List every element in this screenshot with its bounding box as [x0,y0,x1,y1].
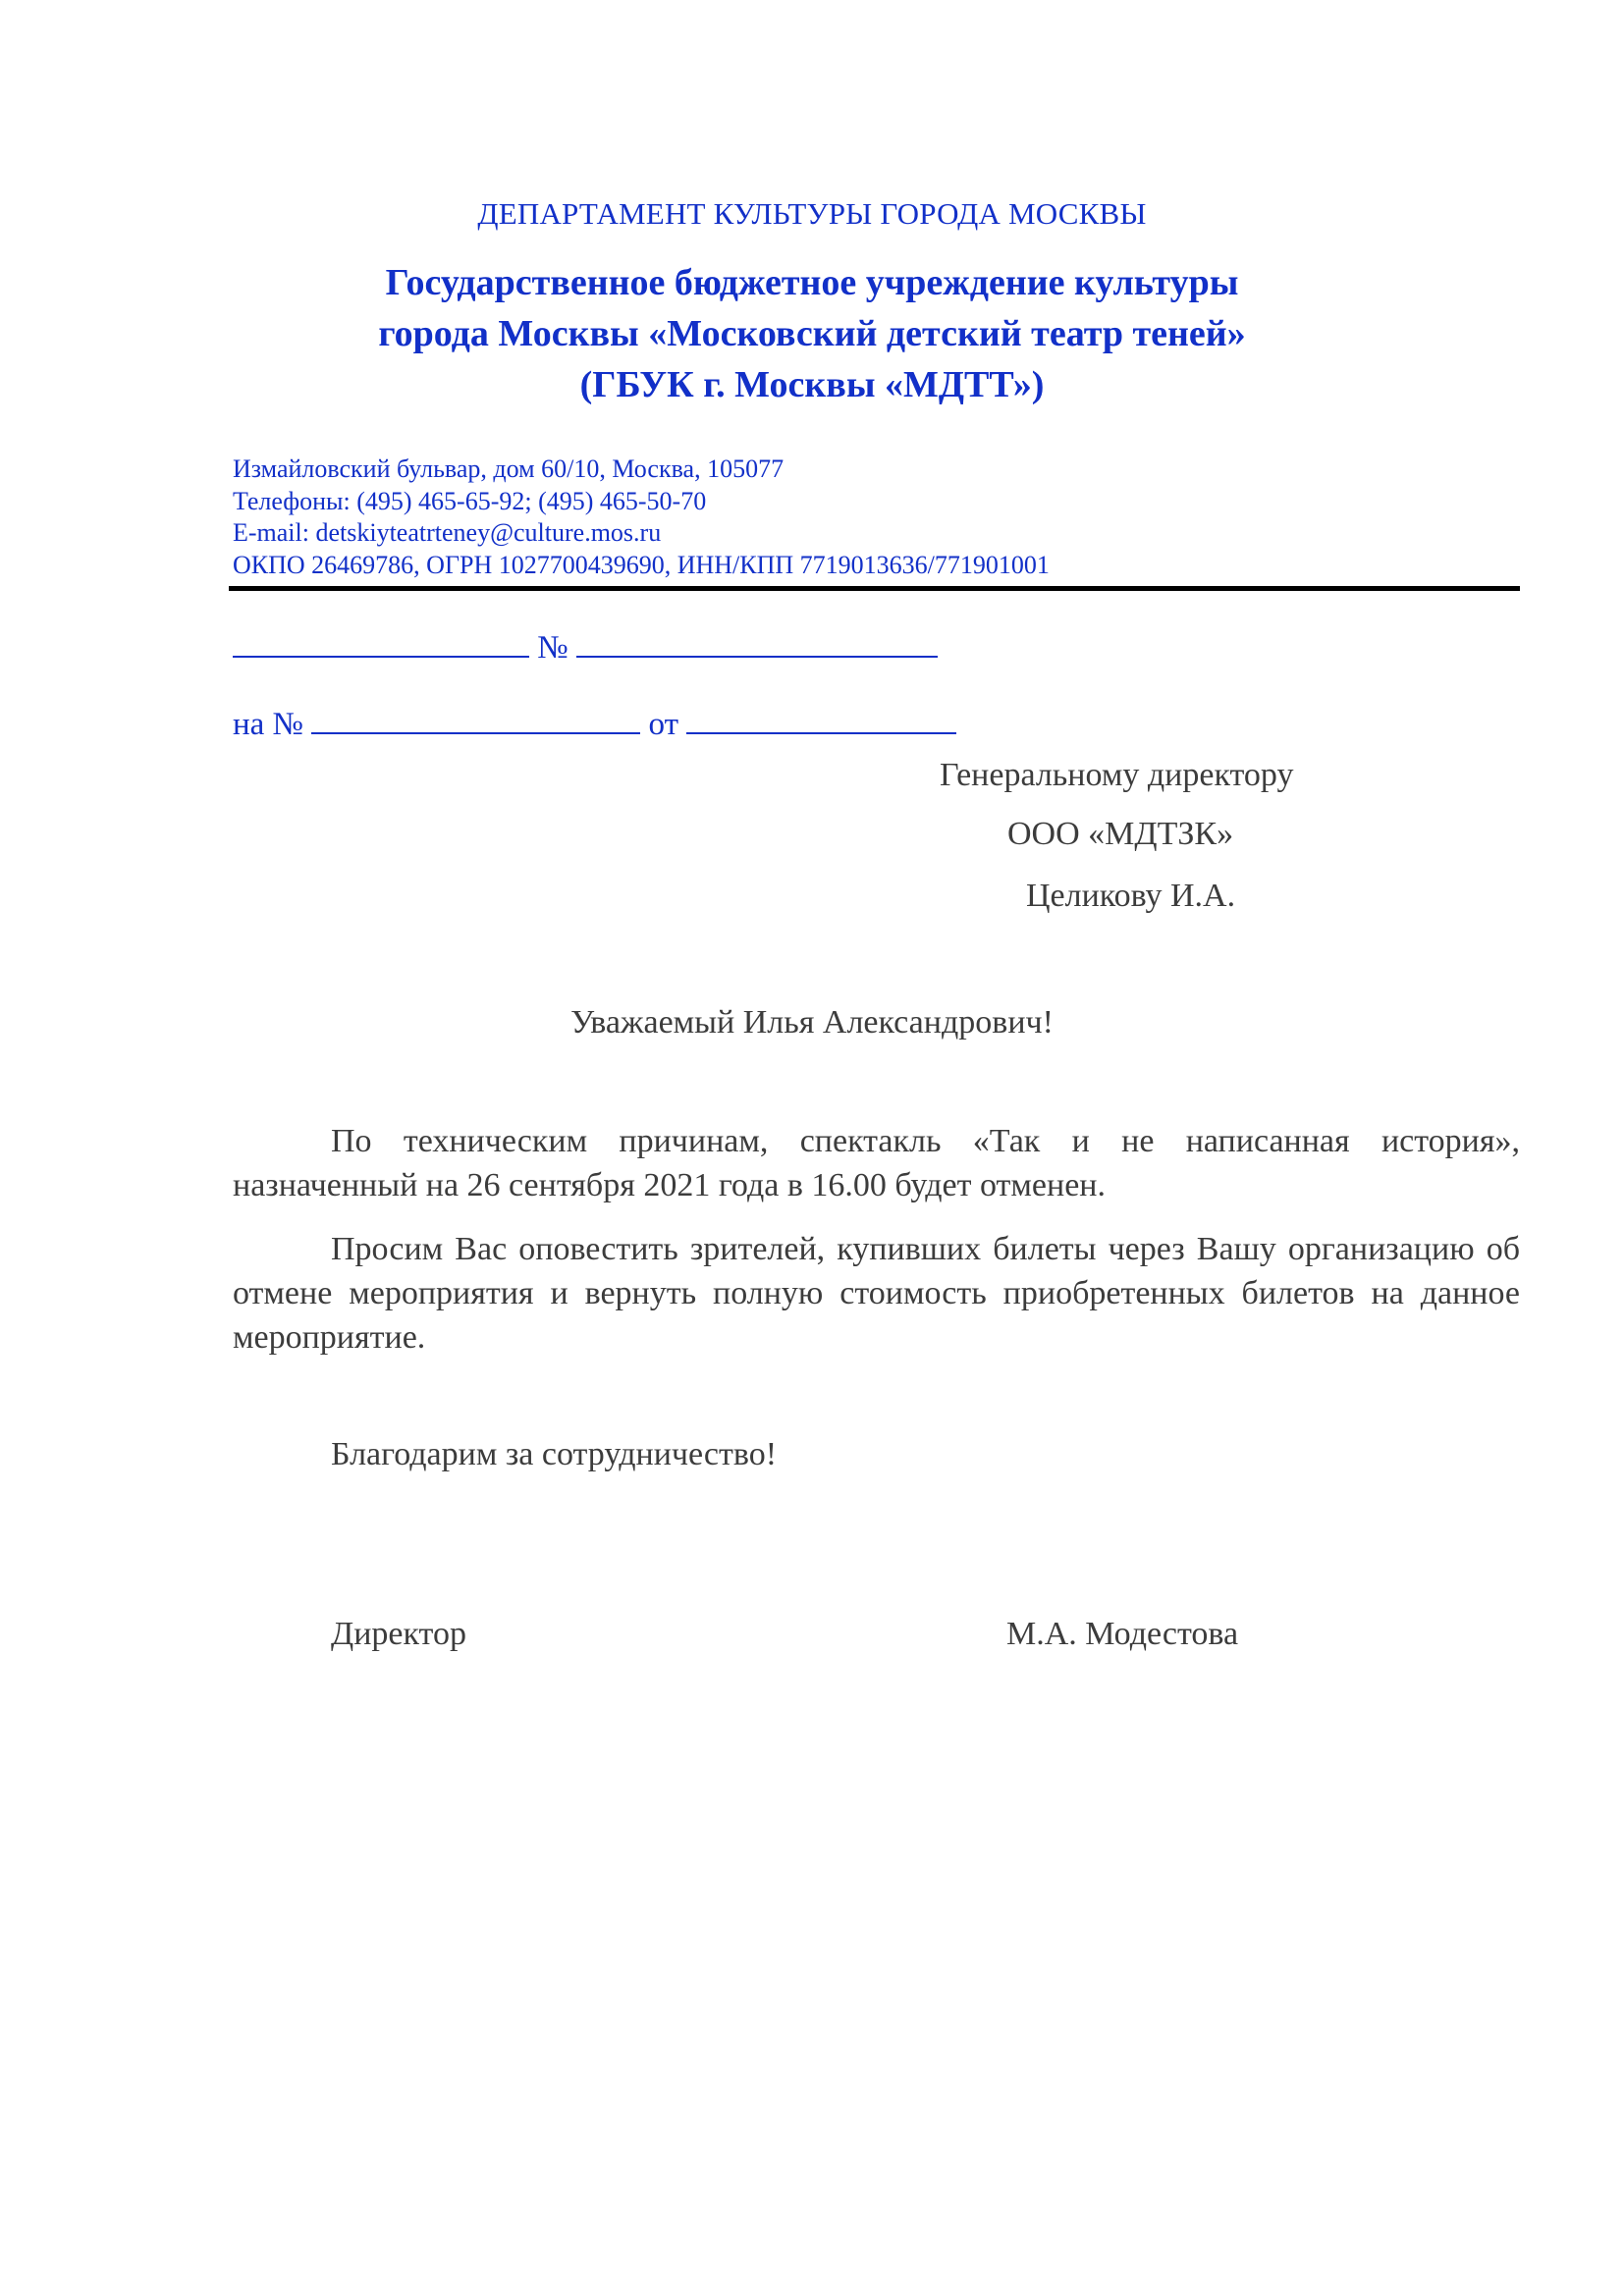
body-paragraph: По техническим причинам, спектакль «Так и не написанная история», назначенный на 26 сентября 2021 года в 16.00 будет отменен. [233,1123,1520,1203]
reply-registration-line [233,705,956,744]
contact-block [233,454,1050,581]
addressee-name: Целикову И.А. [1026,878,1236,914]
addressee-company: ООО «МДТЗК» [1007,816,1234,852]
letterhead-divider [229,586,1520,591]
organization-name-line: города Москвы «Московский детский театр теней» [378,313,1246,354]
signatory-name: М.А. Модестова [1006,1616,1239,1652]
contact-address: Измайловский бульвар, дом 60/10, Москва, 105077 [233,454,785,483]
reply-date-label: от [648,707,679,742]
contact-email: E-mail: detskiyteatrteney@culture.mos.ru [233,518,662,547]
reply-date-blank [686,705,956,734]
department-name: ДЕПАРТАМЕНТ КУЛЬТУРЫ ГОРОДА МОСКВЫ [477,196,1147,231]
body-paragraph: Просим Вас оповестить зрителей, купивших билеты через Вашу организацию об отмене мероприятия и вернуть полную стоимость приобретенных билетов на данное мероприятие. [233,1231,1520,1356]
number-sign: № [537,630,568,666]
addressee-position: Генеральному директору [940,757,1294,793]
organization-name-line: Государственное бюджетное учреждение культуры [385,262,1239,303]
reply-number-label: на № [233,707,304,742]
outgoing-number-blank [576,628,938,658]
contact-registry-codes: ОКПО 26469786, ОГРН 1027700439690, ИНН/КПП 7719013636/771901001 [233,550,1050,579]
outgoing-registration-line [233,628,938,667]
organization-short-name: (ГБУК г. Москвы «МДТТ») [579,364,1045,405]
contact-phones: Телефоны: (495) 465-65-92; (495) 465-50-70 [233,486,707,515]
outgoing-date-blank [233,628,529,658]
signatory-title: Директор [331,1616,466,1652]
closing-line: Благодарим за сотрудничество! [331,1436,778,1472]
reply-number-blank [311,705,640,734]
organization-name [0,257,1624,410]
salutation: Уважаемый Илья Александрович! [570,1004,1054,1041]
